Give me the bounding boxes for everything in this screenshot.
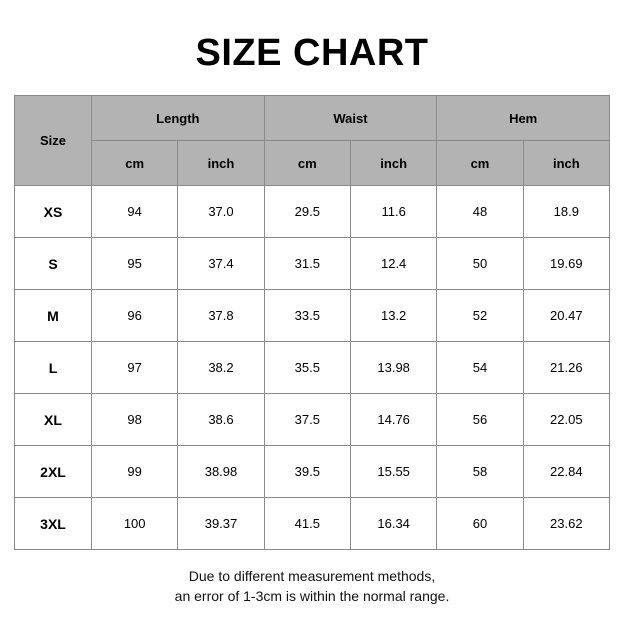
size-chart-table: [14, 95, 610, 550]
column-header-length-cm: cm: [92, 141, 178, 186]
cell-hem-cm: 54: [437, 342, 523, 394]
cell-waist-inch: 13.98: [350, 342, 436, 394]
cell-length-inch: 38.6: [178, 394, 264, 446]
column-group-header-waist: Waist: [264, 96, 437, 141]
cell-length-inch: 38.2: [178, 342, 264, 394]
table-row: [15, 238, 610, 290]
size-chart-table-wrapper: [0, 95, 624, 550]
cell-hem-cm: 58: [437, 446, 523, 498]
cell-size: XL: [15, 394, 92, 446]
cell-length-inch: 37.4: [178, 238, 264, 290]
cell-hem-cm: 56: [437, 394, 523, 446]
cell-waist-inch: 14.76: [350, 394, 436, 446]
cell-waist-cm: 31.5: [264, 238, 350, 290]
cell-length-inch: 39.37: [178, 498, 264, 550]
cell-hem-inch: 23.62: [523, 498, 609, 550]
cell-waist-inch: 16.34: [350, 498, 436, 550]
cell-waist-cm: 37.5: [264, 394, 350, 446]
cell-waist-inch: 11.6: [350, 186, 436, 238]
table-header-row-groups: [15, 96, 610, 141]
cell-size: XS: [15, 186, 92, 238]
cell-length-cm: 98: [92, 394, 178, 446]
cell-length-cm: 94: [92, 186, 178, 238]
cell-hem-cm: 52: [437, 290, 523, 342]
cell-hem-inch: 19.69: [523, 238, 609, 290]
cell-waist-inch: 15.55: [350, 446, 436, 498]
column-header-hem-cm: cm: [437, 141, 523, 186]
cell-hem-cm: 60: [437, 498, 523, 550]
cell-length-cm: 96: [92, 290, 178, 342]
cell-length-inch: 37.8: [178, 290, 264, 342]
cell-hem-inch: 21.26: [523, 342, 609, 394]
column-group-header-hem: Hem: [437, 96, 610, 141]
table-row: [15, 498, 610, 550]
table-row: [15, 446, 610, 498]
cell-waist-inch: 13.2: [350, 290, 436, 342]
measurement-note-line-2: an error of 1-3cm is within the normal range.: [174, 588, 450, 605]
cell-size: 2XL: [15, 446, 92, 498]
cell-length-cm: 100: [92, 498, 178, 550]
cell-waist-cm: 33.5: [264, 290, 350, 342]
cell-length-cm: 99: [92, 446, 178, 498]
column-header-waist-cm: cm: [264, 141, 350, 186]
page-title: SIZE CHART: [195, 32, 429, 74]
cell-size: 3XL: [15, 498, 92, 550]
cell-hem-inch: 22.84: [523, 446, 609, 498]
cell-hem-cm: 50: [437, 238, 523, 290]
table-row: [15, 342, 610, 394]
column-header-size: Size: [15, 96, 92, 186]
cell-hem-cm: 48: [437, 186, 523, 238]
measurement-note-line-1: Due to different measurement methods,: [188, 568, 436, 584]
cell-length-inch: 37.0: [178, 186, 264, 238]
cell-waist-cm: 29.5: [264, 186, 350, 238]
cell-waist-cm: 41.5: [264, 498, 350, 550]
cell-length-cm: 97: [92, 342, 178, 394]
cell-hem-inch: 20.47: [523, 290, 609, 342]
cell-waist-inch: 12.4: [350, 238, 436, 290]
column-header-length-inch: inch: [178, 141, 264, 186]
table-header-row-units: [15, 141, 610, 186]
cell-size: L: [15, 342, 92, 394]
column-header-waist-inch: inch: [350, 141, 436, 186]
cell-length-inch: 38.98: [178, 446, 264, 498]
table-row: [15, 186, 610, 238]
cell-waist-cm: 39.5: [264, 446, 350, 498]
cell-hem-inch: 18.9: [523, 186, 609, 238]
table-row: [15, 290, 610, 342]
table-row: [15, 394, 610, 446]
cell-size: S: [15, 238, 92, 290]
cell-waist-cm: 35.5: [264, 342, 350, 394]
column-group-header-length: Length: [92, 96, 265, 141]
table-header: [15, 96, 610, 186]
cell-length-cm: 95: [92, 238, 178, 290]
cell-size: M: [15, 290, 92, 342]
column-header-hem-inch: inch: [523, 141, 609, 186]
table-body: [15, 186, 610, 550]
measurement-note: [0, 550, 624, 607]
cell-hem-inch: 22.05: [523, 394, 609, 446]
